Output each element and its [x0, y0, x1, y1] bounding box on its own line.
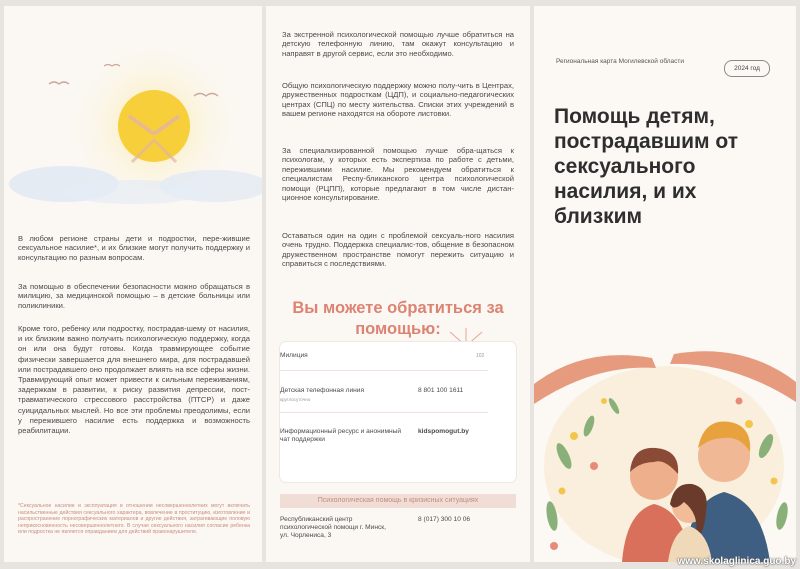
cover-title: Помощь детям, пострадавшим от сексуального насилия, и их близким [554, 105, 738, 228]
divider [280, 370, 488, 371]
divider [280, 412, 488, 413]
contact-number: 8 (017) 300 10 06 [418, 516, 471, 523]
cta-heading: Вы можете обратиться за помощью: [292, 299, 504, 338]
left-panel [4, 6, 262, 562]
contact-label: Милиция [280, 352, 308, 359]
contact-website-link[interactable]: kidspomogut.by [418, 428, 469, 435]
contact-label: Детская телефонная линия [280, 387, 365, 394]
contact-label: Республиканский центр психологической помощи г. Минск, ул. Чорлениса, 3 [280, 516, 386, 539]
support-paragraph: Оставаться один на один с проблемой сексуаль-ного насилия очень трудно. Поддержка специалис-тов, общение в безопасном дружественном пространстве помогут пережить ситуацию и справиться с последствиями. [282, 231, 514, 269]
cover-panel [534, 6, 796, 562]
year-badge: 2024 год [724, 60, 770, 77]
contact-label: Информационный ресурс и анонимный чат поддержки [280, 428, 402, 443]
intro-paragraph: В любом регионе страны дети и подростки, пере-жившие сексуальное насилие*, и их близкие могут получить поддержку и консультацию по разным вопросам. [18, 234, 250, 262]
contact-number: 102 [476, 353, 485, 359]
contact-sublabel: круглосуточно [280, 397, 311, 402]
general-support-paragraph: Общую психологическую поддержку можно полу-чить в Центрах, дружественных подросткам (ЦДП), и социально-педагогических центрах (СПЦ) по месту жительства. Списки этих учреждений в вашем регионе находятся на обороте листовки. [282, 81, 514, 119]
region-label: Региональная карта Могилевской области [556, 58, 685, 65]
safety-paragraph: За помощью в обеспечении безопасности можно обращаться в милицию, за медицинской помощью – в детские больницы или поликлиники. [18, 282, 250, 310]
contact-number: 8 801 100 1611 [418, 387, 464, 394]
sun-illustration [4, 6, 262, 206]
crisis-header: Психологическая помощь в кризисных ситуациях [280, 494, 516, 508]
psychology-paragraph: Кроме того, ребенку или подростку, пострадав-шему от насилия, и их близким важно получить психологическую поддержку, когда он или она будут готовы. Когда травмирующее событие физически завершается для внешнего мира, для пострадавшей или пострадавшего оно продолжает влиять на все сферы жизни. Травмирующий опыт может привести к сильным переживаниям, задержкам в развитии, к риску развития депрессии, пост-травматического стрессового расстройства (ПТСР) и даже суицидальных мыслей. Но все эти проблемы преодолимы, если у пережившего насилие есть поддержка и возможность реабилитации. [18, 324, 250, 436]
family-illustration [534, 306, 796, 562]
watermark: www.skolaglinica.guo.by [677, 556, 796, 567]
footnote: *Сексуальное насилие и эксплуатация в отношении несовершеннолетних могут включать насильственные действия сексуального характера, вовлечение в проституцию, изготовление и распространение порнографических материалов и другие действия, затрагивающие половую неприкосновенность несовершеннолетнего. В случае сексуального насилия согласие ребенка или подростка не является оправданием для действий правонарушителя. [18, 503, 250, 536]
emergency-paragraph: За экстренной психологической помощью лучше обратиться на детскую телефонную линию, там окажут консультацию и направят в другой сервис, если это необходимо. [282, 30, 514, 58]
middle-panel [266, 6, 530, 562]
specialized-help-paragraph: За специализированной помощью лучше обра-щаться к психологам, у которых есть экспертиза по работе с детьми, пережившими насилие. Мы рекомендуем обратиться к специалистам Респу-бликанского центра психологической помощи (РЦПП), которые предлагают в том числе дистан-ционное консультирование. [282, 146, 514, 203]
